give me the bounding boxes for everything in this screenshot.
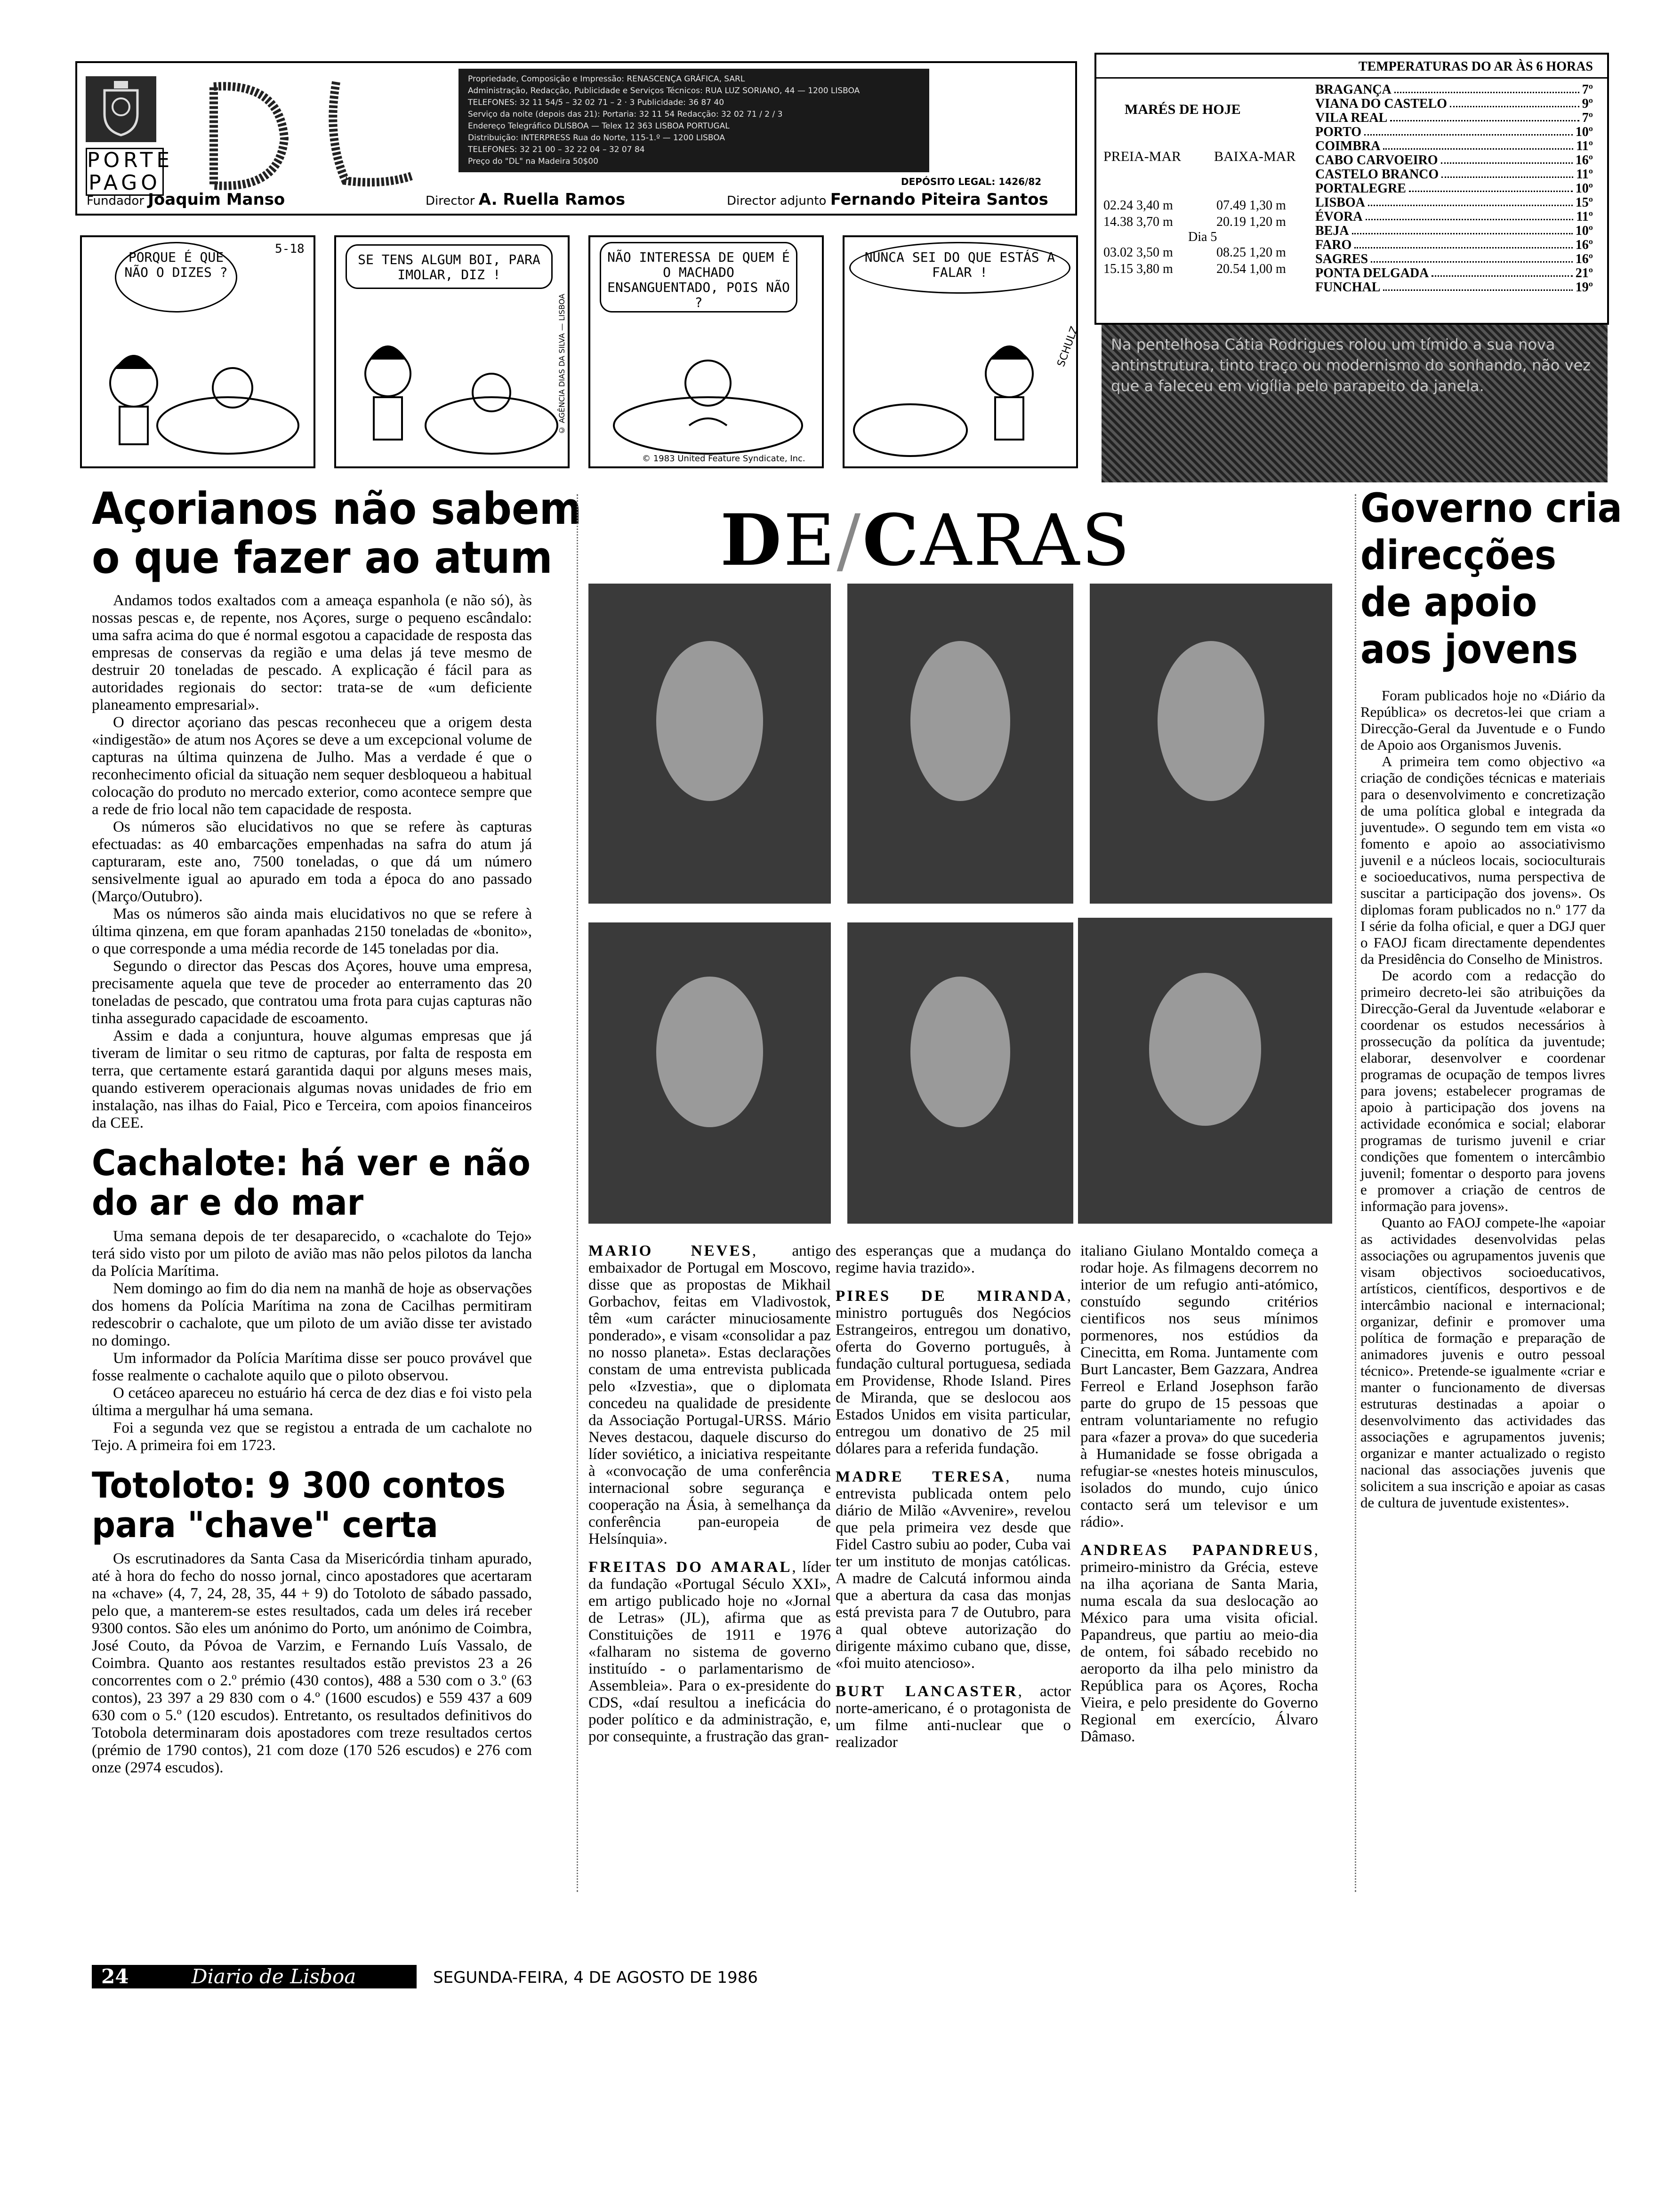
comic-drawing [336,322,571,468]
temp: 19º [1575,280,1593,295]
paragraph: Foi a segunda vez que se registou a entrada de um cachalote no Tejo. A primeira foi em 1723. [92,1419,532,1454]
comic-panel-1 [80,235,315,468]
temperature-row [1315,125,1593,139]
portrait-photo [1078,918,1332,1224]
coat-of-arms-emblem [86,76,156,142]
deposito-legal: DEPÓSITO LEGAL: 1426/82 [901,176,1042,187]
preia-mar-label: PREIA-MAR [1103,149,1182,164]
headline-line: o que fazer ao atum [92,532,553,584]
caption-column [1080,1242,1318,1745]
title-letter: S [1081,500,1132,582]
title-letter: C [862,499,921,582]
tide-baixa: 20.54 1,00 m [1216,262,1286,276]
person-name: FREITAS DO AMARAL [588,1559,792,1576]
paragraph: Segundo o director das Pescas dos Açores, houve uma empresa, precisamente aquela que teve de proceder ao enterramento das 20 toneladas de pescado, que contratou uma frota para cujas capturas não tinha assegurado capacidade de escoamento. [92,958,532,1027]
speech-bubble: NÃO INTERESSA DE QUEM É O MACHADO ENSANGUENTADO, POIS NÃO ? [600,242,797,313]
temp: 16º [1575,238,1593,252]
tide-preia: 02.24 3,40 m [1103,198,1173,213]
caption-column [836,1242,1071,1751]
day-label: Dia 5 [1188,230,1217,244]
caption-text: , antigo embaixador de Portugal em Moscovo, disse que as propostas de Mikhail Gorbachov, feitas em Vladivostok, têm «um carácter minuciosamente ponderado», e visam «consolidar a paz no nosso planeta». Estas declarações constam de uma entrevista publicada pelo «Izvestia», que o diplomata concedeu na qualidade de presidente da Associação Portugal-URSS. Mário Neves destacou, daquele discurso do líder soviético, a iniciativa respeitante à «convocação de uma conferência internacional sobre segurança e cooperação na Ásia, à semelhança da conferência pan-europeia de Helsínquia». [588,1242,831,1547]
tide-row [1103,245,1173,260]
article-body [1360,687,1605,1511]
person-name: ANDREAS PAPANDREUS [1080,1542,1314,1559]
caption-text: , primeiro-ministro da Grécia, esteve na ilha açoriana de Santa Maria, numa escala da sua deslocação ao México para uma visita oficial. Papandreus, que partiu ao meio-dia de ontem, foi sábado recebido no aeroporto da ilha pelo ministro da República para os Açores, Rocha Vieira, e pelo presidente do Governo Regional em exercício, Álvaro Dâmaso. [1080,1542,1318,1745]
paragraph: Um informador da Polícia Marítima disse ser pouco provável que fosse realmente o cachalote aquilo que o piloto observou. [92,1350,532,1384]
halftone-image [1102,325,1608,482]
portrait-photo [1090,584,1332,904]
publication-date: SEGUNDA-FEIRA, 4 DE AGOSTO DE 1986 [433,1968,758,1987]
temp: 7º [1582,82,1593,97]
tides-title: MARÉS DE HOJE [1125,102,1241,117]
temp: 7º [1582,111,1593,125]
left-column [92,483,582,1777]
info-line: TELEFONES: 32 11 54/5 – 32 02 71 – 2 · 3 Publicidade: 36 87 40 [468,98,724,107]
comic-panel-2 [334,235,570,468]
city: FARO [1315,238,1352,252]
paragraph: A primeira tem como objectivo «a criação de condições técnicas e materiais para o desenvolvimento e concretização de uma política global e integrada da juventude». O segundo tem em vista «o fomento e apoio ao associativismo juvenil e a núcleos locais, socioculturais e socioeducativos, numa perspectiva de suscitar a participação dos jovens». Os diplomas foram publicados no n.º 177 da I série da folha oficial, e quer a DGJ quer o FAOJ ficam directamente dependentes da Presidência do Conselho de Ministros. [1360,753,1605,967]
fundador-name: Joaquim Manso [148,190,285,209]
headline-line: para "chave" certa [92,1504,438,1546]
page-number: 24 [101,1965,129,1988]
title-letter: A [920,500,973,582]
tide-row [1103,215,1173,230]
fundador-label: Fundador [87,194,145,208]
caption-item [836,1288,1071,1457]
title-letter: A [1028,500,1082,582]
headline [92,483,582,584]
info-line: Preço do "DL" na Madeira 50$00 [468,157,598,166]
de-caras-title: DE/CARAS [720,499,1132,582]
paragraph: Foram publicados hoje no «Diário da República» os decretos-lei que criam a Direcção-Geral da Juventude e o Fundo de Apoio aos Organismos Juvenis. [1360,687,1605,753]
halftone-caption: Na pentelhosa Cátia Rodrigues rolou um tímido a sua nova antinstrutura, tinto traço ou modernismo do sonhando, não vez que a faleceu em vigília pelo parapeito da janela. [1111,336,1591,395]
temp: 9º [1582,96,1593,111]
tide-row [1216,198,1286,213]
caption-text: , líder da fundação «Portugal Século XXI», em artigo publicado hoje no «Jornal de Letras» (JL), afirma que as Constituições de 1911 e 1976 «falharam no sistema de governo instituído - o parlamentarismo de Assembleia». Para o ex-presidente do CDS, «daí resultou a ineficácia do poder político e da administração, e, por consequinte, a frustração das gran- [588,1559,831,1745]
portrait-photo [847,922,1073,1224]
paragraph: O cetáceo apareceu no estuário há cerca de dez dias e foi visto pela última a mergulhar há uma semana. [92,1385,532,1419]
caption-item [836,1683,1071,1751]
weather-title: TEMPERATURAS DO AR ÀS 6 HORAS [1358,59,1593,74]
temperature-row [1315,153,1593,168]
temperature-row [1315,224,1593,238]
tide-baixa: 08.25 1,20 m [1216,245,1286,260]
temp: 10º [1575,181,1593,196]
caption-text: , actor norte-americano, é o protagonista de um filme anti-nuclear que o realizador [836,1683,1071,1751]
city: LISBOA [1315,195,1365,210]
person-name: PIRES DE MIRANDA [836,1288,1067,1305]
portrait-photo [847,584,1073,904]
paragraph: Quanto ao FAOJ compete-lhe «apoiar as actividades desenvolvidas pelas associações ou agrupamentos juvenis que visam objectivos socioeducativos, artísticos, científicos, desportivos e de intercâmbio nacional e internacional; organizar, definir e promover uma política de formação e preparação de animadores juvenis e outro pessoal técnico». Pretende-se igualmente «criar e manter o funcionamento de diversas estruturas destinadas a apoiar o desenvolvimento das actividades das associações e agrupamentos juvenis; organizar e manter actualizado o registo nacional das associações juvenis que solicitem a sua inscrição e apoiar as casas de cultura de juventude existentes». [1360,1214,1605,1511]
adjunto-label: Director adjunto [727,194,827,208]
headline-line: do ar e do mar [92,1181,364,1223]
caption-column [588,1242,831,1745]
speech-bubble: PORQUE É QUE NÃO O DIZES ? [115,242,237,313]
dl-logo [185,68,421,190]
comic-panel-3 [588,235,824,468]
temperature-row [1315,252,1593,266]
paragraph: Os números são elucidativos no que se refere às capturas efectuadas: as 40 embarcações empenhadas na safra do atum já capturaram, este ano, 7500 toneladas, o que dá um número sensivelmente igual ao apurado em toda a época do ano passado (Março/Outubro). [92,818,532,905]
city: VIANA DO CASTELO [1315,96,1448,111]
publisher-info-box [458,69,929,172]
city: BEJA [1315,224,1349,238]
headline-line: Governo cria [1360,485,1622,532]
temperature-list [1315,83,1593,295]
city: PONTA DELGADA [1315,266,1429,281]
caption-text: italiano Giulano Montaldo começa a rodar hoje. As filmagens decorrem no interior de um refugio anti-atómico, constuído segundo critérios cientificos nos seus mínimos pormenores, nos estúdios da Cinecitta, em Roma. Juntamente com Burt Lancaster, Bem Gazzara, Andrea Ferreol e Erland Josephson farão parte do grupo de 15 pessoas que entram voluntariamente no refugio para «fazer a prova» do que sucederia à Humanidade se fosse obrigada a refugiar-se «nestes hoteis minusculos, isolados do mundo, cujo único contacto será um televisor e um rádio». [1080,1242,1318,1531]
porte-pago-stamp: PORTE PAGO [86,148,164,196]
tide-preia: 14.38 3,70 m [1103,215,1173,229]
tide-row [1216,215,1286,230]
info-line: Administração, Redacção, Publicidade e Serviços Técnicos: RUA LUZ SORIANO, 44 — 1200 LISBOA [468,86,860,96]
city: ÉVORA [1315,209,1363,224]
info-line: Serviço da noite (depois das 21): Portaria: 32 11 54 Redacção: 32 02 71 / 2 / 3 [468,110,783,119]
right-column [1360,485,1622,1511]
temp: 16º [1575,153,1593,168]
article-body [92,1228,532,1454]
headline [92,1142,531,1223]
paragraph: Os escrutinadores da Santa Casa da Misericórdia tinham apurado, até à hora do fecho do nosso jornal, cinco apostadores que acertaram na «chave» (4, 7, 24, 28, 35, 44 + 9) do Totoloto de sábado passado, pelo que, a manterem-se estes resultados, cada um deles irá receber 9300 contos. São eles um anónimo do Porto, um anónimo de Coimbra, José Couto, da Póvoa de Varzim, e Fernando Luís Vassalo, de Coimbra. Quanto aos restantes resultados estão previstos 23 a 26 concorrentes com o 2.º prémio (430 contos), 488 a 530 com o 3.º (63 contos), 23 397 a 29 830 com o 4.º (1600 escudos) e 559 437 a 609 630 com o 5.º (120 escudos). Entretanto, os resultados definitivos do Totobola determinaram dois apostadores com treze resultados certos (prémio de 1790 contos), 21 com doze (170 526 escudos) e 276 com onze (2974 escudos). [92,1550,532,1776]
temp: 21º [1575,266,1593,281]
paragraph: De acordo com a redacção do primeiro decreto-lei são atribuições da Direcção-Geral da Juventude «elaborar e coordenar os estudos necessários à prossecução da política da juventude; elaborar, desenvolver e coordenar programas de ocupação de tempos livres para jovens; estabelecer programas de apoio à participação dos jovens na actividade económica e social; elaborar programas de turismo juvenil e criar condições que fomentem o intercâmbio juvenil; fomentar o desporto para jovens e promover a criação de centros de informação para jovens». [1360,967,1605,1214]
info-line: TELEFONES: 32 21 00 – 32 22 04 – 32 07 84 [468,145,645,154]
temperature-row [1315,139,1593,153]
tide-baixa: 20.19 1,20 m [1216,215,1286,229]
temperature-row [1315,238,1593,252]
title-letter: R [973,500,1029,582]
temperature-row [1315,182,1593,196]
headline [92,1464,506,1546]
portrait-photo [588,922,831,1224]
strip-date: 5-18 [275,242,305,256]
caption-text: des esperanças que a mudança do regime havia trazido». [836,1242,1071,1276]
agency-credit: © AGÊNCIA DIAS DA SILVA — LISBOA [557,294,566,435]
city: BRAGANÇA [1315,82,1392,97]
tide-preia: 03.02 3,50 m [1103,245,1173,260]
city: VILA REAL [1315,111,1388,125]
title-letter: E [783,500,837,582]
paragraph: Uma semana depois de ter desaparecido, o «cachalote do Tejo» terá sido visto por um piloto de avião mas não pelos pilotos da lancha da Polícia Marítima. [92,1228,532,1280]
person-name: BURT LANCASTER [836,1683,1018,1700]
person-name: MARIO NEVES [588,1242,752,1259]
info-line: Propriedade, Composição e Impressão: RENASCENÇA GRÁFICA, SARL [468,74,745,84]
staff-line [77,188,1075,209]
paragraph: Mas os números são ainda mais elucidativos no que se refere à última qinzena, em que foram apanhadas 2150 toneladas de «bonito», o que corresponde a uma média recorde de 145 toneladas por dia. [92,906,532,957]
person-name: MADRE TERESA [836,1468,1006,1485]
headline-line: direcções [1360,532,1557,579]
tide-row [1216,262,1286,277]
tide-baixa: 07.49 1,30 m [1216,198,1286,213]
city: CASTELO BRANCO [1315,167,1439,182]
city: FUNCHAL [1315,280,1381,295]
caption-item [836,1242,1071,1276]
info-line: Endereço Telegráfico DLISBOA — Telex 12 363 LISBOA PORTUGAL [468,121,730,131]
city: CABO CARVOEIRO [1315,153,1438,168]
caption-item [1080,1242,1318,1531]
comic-drawing [845,322,1080,468]
paragraph: O director açoriano das pescas reconheceu que a origem desta «indigestão» de atum nos Açores se deve a um excepcional volume de capturas na última quinzena de Julho. Mas a verdade é que o reconhecimento oficial da situação nem sequer desbloqueou a habitual colocação do produto no mercado exterior, como acontece sempre que a rede de frio local não tem capacidade de resposta. [92,714,532,818]
comic-drawing [590,322,826,468]
city: SAGRES [1315,252,1368,266]
portrait-photo [588,584,831,904]
city: PORTALEGRE [1315,181,1406,196]
temp: 11º [1576,209,1593,224]
headline-line: Totoloto: 9 300 contos [92,1464,506,1506]
comic-copyright: © 1983 United Feature Syndicate, Inc. [642,454,805,464]
article-body [92,1550,532,1777]
temp: 10º [1575,125,1593,139]
temperature-row [1315,168,1593,182]
caption-text: , ministro português dos Negócios Estrangeiros, entregou um donativo, oferta do Governo português, à fundação cultural portuguesa, sediada em Providense, Rhode Island. Pires de Miranda, que se deslocou aos Estados Unidos em visita particular, entregou um donativo de 25 mil dólares para a referida fundação. [836,1288,1071,1457]
speech-bubble: NUNCA SEI DO QUE ESTÁS A FALAR ! [849,242,1070,294]
temperature-row [1315,111,1593,125]
temperature-row [1315,83,1593,97]
page-footer-bar [92,1965,417,1988]
headline-line: aos jovens [1360,626,1578,673]
temp: 11º [1576,167,1593,182]
tide-preia: 15.15 3,80 m [1103,262,1173,276]
temperature-row [1315,210,1593,224]
weather-box [1094,53,1609,325]
comic-strip [80,235,1081,468]
tide-row [1103,198,1173,213]
headline [1360,485,1622,673]
headline-line: Cachalote: há ver e não [92,1142,531,1184]
paragraph: Andamos todos exaltados com a ameaça espanhola (e não só), às nossas pescas e, de repente, nos Açores, surge o pequeno escândalo: uma safra acima do que é normal esgotou a capacidade de resposta das empresas de conservas da região e uma delas já teve mesmo de destruir 20 toneladas de pescado. A explicação é fácil para as autoridades regionais do sector: trata-se de «um deficiente planeamento empresarial». [92,592,532,713]
paragraph: Nem domingo ao fim do dia nem na manhã de hoje as observações dos homens da Polícia Marítima na zona de Cacilhas permitiram redescobrir o cachalote, que um piloto de um avião disse ter avistado no domingo. [92,1280,532,1349]
temp: 15º [1575,195,1593,210]
temperature-row [1315,196,1593,210]
temp: 10º [1575,224,1593,238]
caption-item [1080,1542,1318,1745]
temp: 16º [1575,252,1593,266]
paper-name: Diario de Lisboa [191,1965,356,1988]
divider [1096,77,1607,79]
comic-panel-4 [843,235,1081,468]
headline-line: Açorianos não sabem [92,483,582,535]
paragraph: Assim e dada a conjuntura, houve algumas empresas que já tiveram de limitar o seu ritmo de capturas, por falta de resposta em terra, que certamente estará garantida daqui por alguns meses mais, quando estiverem operacionais algumas novas unidades de frio em instalação, nas ilhas do Faial, Pico e Terceira, com apoios financeiros da CEE. [92,1027,532,1131]
temperature-row [1315,281,1593,295]
temp: 11º [1576,139,1593,153]
caption-text: , numa entrevista publicada ontem pelo diário de Milão «Avvenire», revelou que pela primeira vez desde que Fidel Castro subiu ao poder, Cuba vai ter um instituto de monjas católicas. A madre de Calcutá informou ainda que a abertura da casa das monjas está prevista para 7 de Outubro, para a qual obteve autorização do dirigente máximo cubano que, disse, «foi muito atencioso». [836,1468,1071,1672]
temperature-row [1315,266,1593,281]
info-line: Distribuição: INTERPRESS Rua do Norte, 115-1.º — 1200 LISBOA [468,133,725,143]
caption-item [836,1468,1071,1672]
caption-item [588,1242,831,1547]
director-label: Director [426,194,475,208]
tide-row [1216,245,1286,260]
city: PORTO [1315,125,1362,139]
masthead [75,61,1077,216]
adjunto-name: Fernando Piteira Santos [830,190,1048,209]
title-letter: D [720,499,784,582]
baixa-mar-label: BAIXA-MAR [1214,149,1296,164]
city: COIMBRA [1315,139,1381,153]
tide-row [1103,262,1173,277]
temperature-row [1315,97,1593,111]
article-body [92,592,532,1132]
comic-drawing [82,322,317,468]
caption-item [588,1559,831,1745]
artist-signature: SCHULZ [1055,325,1081,369]
speech-bubble: SE TENS ALGUM BOI, PARA IMOLAR, DIZ ! [346,244,553,289]
director-name: A. Ruella Ramos [478,190,626,209]
headline-line: de apoio [1360,579,1537,626]
